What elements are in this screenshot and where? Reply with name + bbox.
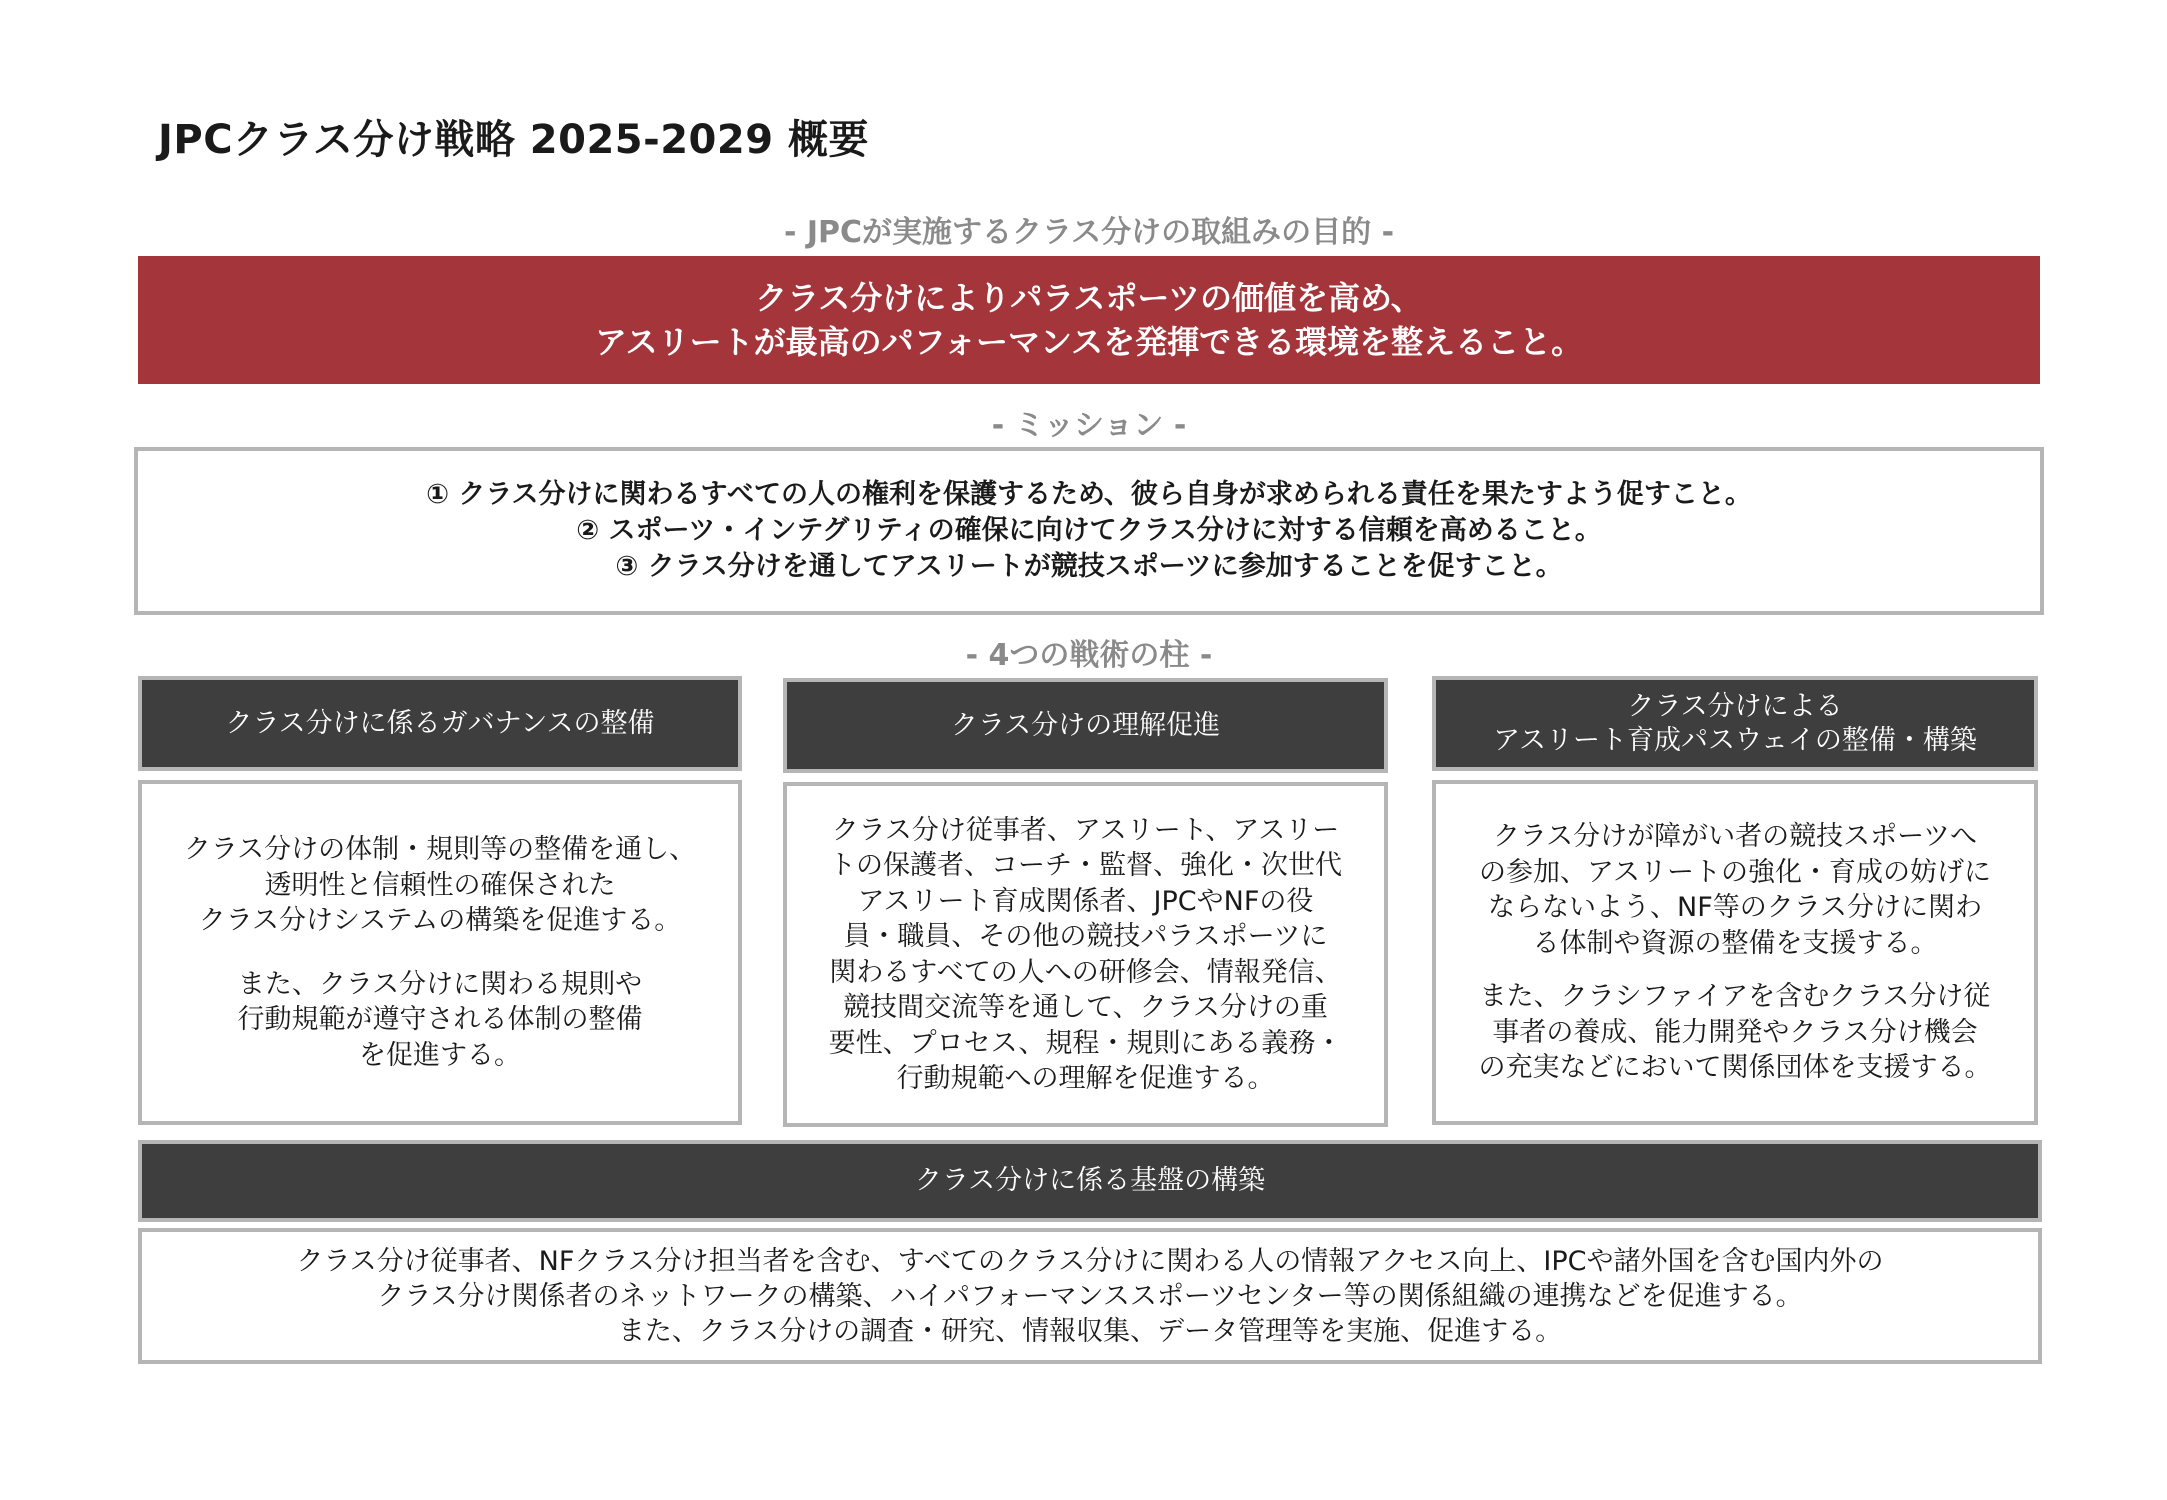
foundation-body <box>138 1228 2042 1364</box>
purpose-line: クラス分けによりパラスポーツの価値を高め、 <box>755 279 1423 317</box>
purpose-heading: - JPCが実施するクラス分けの取組みの目的 - <box>783 215 1395 250</box>
pillar-text-line: クラス分けの体制・規則等の整備を通し、 <box>183 834 697 865</box>
page-title: JPCクラス分け戦略 2025-2029 概要 <box>158 117 869 163</box>
pillar-text-line: 要性、プロセス、規程・規則にある義務・ <box>828 1027 1343 1059</box>
pillar-title: クラス分けによる <box>1627 690 1843 722</box>
pillar-pathway-body <box>1432 780 2038 1125</box>
purpose-line: アスリートが最高のパフォーマンスを発揮できる環境を整えること。 <box>594 323 1584 361</box>
pillar-understanding-header <box>783 678 1388 773</box>
foundation-text-line: クラス分け従事者、NFクラス分け担当者を含む、すべてのクラス分けに関わる人の情報アクセス向上、IPCや諸外国を含む国内外の <box>296 1245 1884 1277</box>
purpose-banner <box>138 256 2040 384</box>
foundation-text-line: クラス分け関係者のネットワークの構築、ハイパフォーマンススポーツセンター等の関係組織の連携などを促進する。 <box>377 1280 1803 1312</box>
pillar-text-line: の充実などにおいて関係団体を支援する。 <box>1478 1052 1992 1084</box>
pillar-understanding-body <box>783 782 1388 1127</box>
pillar-text-line: アスリート育成関係者、JPCやNFの役 <box>857 885 1314 917</box>
pillar-text-line: 関わるすべての人への研修会、情報発信、 <box>829 956 1342 988</box>
pillar-text-line: 行動規範への理解を促進する。 <box>896 1063 1275 1094</box>
pillar-text-line: クラス分け従事者、アスリート、アスリー <box>831 814 1340 846</box>
pillar-text-line: トの保護者、コーチ・監督、強化・次世代 <box>829 850 1342 881</box>
pillar-text-line: る体制や資源の整備を支援する。 <box>1532 927 1938 959</box>
pillar-title: クラス分けの理解促進 <box>950 709 1221 741</box>
pillar-text-line: 員・職員、その他の競技パラスポーツに <box>843 921 1328 952</box>
pillar-text-line: 行動規範が遵守される体制の整備 <box>237 1004 643 1035</box>
pillar-text-line: 透明性と信頼性の確保された <box>264 869 616 901</box>
pillar-pathway-header <box>1432 676 2038 771</box>
foundation-text-line: また、クラス分けの調査・研究、情報収集、データ管理等を実施、促進する。 <box>617 1315 1563 1347</box>
pillar-title: アスリート育成パスウェイの整備・構築 <box>1493 724 1977 756</box>
pillar-text-line: また、クラシファイアを含むクラス分け従 <box>1479 981 1991 1013</box>
pillar-text-line: を促進する。 <box>359 1039 521 1071</box>
pillar-title: クラス分けに係るガバナンスの整備 <box>225 707 655 739</box>
pillar-text-line: ならないよう、NF等のクラス分けに関わ <box>1488 892 1982 924</box>
pillar-text-line: また、クラス分けに関わる規則や <box>237 968 643 1000</box>
mission-item: ① クラス分けに関わるすべての人の権利を保護するため、彼ら自身が求められる責任を果たすよう促すこと。 <box>426 479 1752 510</box>
foundation-title: クラス分けに係る基盤の構築 <box>914 1165 1266 1196</box>
mission-box <box>134 447 2044 615</box>
foundation-header <box>138 1140 2042 1222</box>
pillar-text-line: の参加、アスリートの強化・育成の妨げに <box>1479 856 1991 888</box>
pillar-text-line: 事者の養成、能力開発やクラス分け機会 <box>1492 1016 1978 1048</box>
pillar-text-line: クラス分けシステムの構築を促進する。 <box>198 905 682 936</box>
pillar-governance-header <box>138 676 742 771</box>
mission-item: ② スポーツ・インテグリティの確保に向けてクラス分けに対する信頼を高めること。 <box>576 515 1602 546</box>
pillars-heading: - 4つの戦術の柱 - <box>965 638 1213 673</box>
pillar-text-line: 競技間交流等を通して、クラス分けの重 <box>843 992 1328 1023</box>
pillar-governance-body <box>138 780 742 1125</box>
mission-heading: - ミッション - <box>991 408 1187 443</box>
mission-item: ③ クラス分けを通してアスリートが競技スポーツに参加することを促すこと。 <box>615 551 1563 582</box>
pillar-text-line: クラス分けが障がい者の競技スポーツへ <box>1492 821 1978 853</box>
